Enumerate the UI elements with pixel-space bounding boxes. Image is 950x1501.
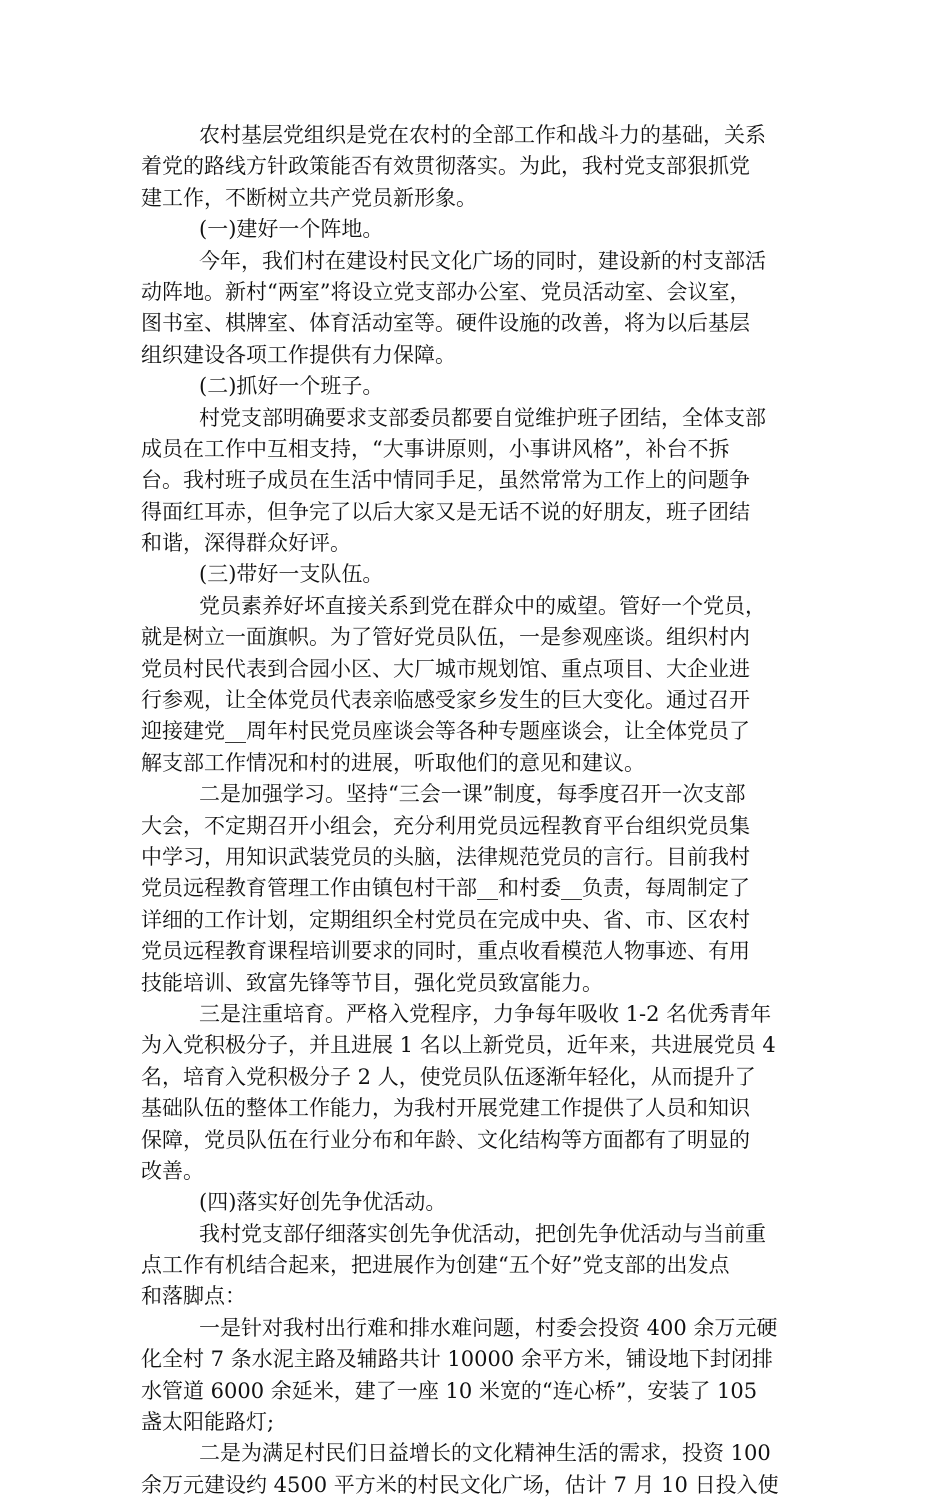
- text-line: 大会，不定期召开小组会，充分利用党员远程教育平台组织党员集: [141, 813, 750, 838]
- text-line: 农村基层党组织是党在农村的全部工作和战斗力的基础，关系: [199, 123, 766, 147]
- text-line: 行参观，让全体党员代表亲临感受家乡发生的巨大变化。通过召开: [141, 688, 750, 713]
- text-line: 和谐，深得群众好评。: [141, 531, 351, 556]
- text-line: (一)建好一个阵地。: [199, 217, 384, 242]
- text-line: 和落脚点：: [141, 1284, 246, 1309]
- text-line: 组织建设各项工作提供有力保障。: [141, 342, 456, 367]
- text-line: 二是为满足村民们日益增长的文化精神生活的需求，投资 100: [199, 1441, 771, 1466]
- text-line: 改善。: [141, 1158, 204, 1183]
- text-line: 党员远程教育课程培训要求的同时，重点收看模范人物事迹、有用: [141, 939, 750, 964]
- text-line: 着党的路线方针政策能否有效贯彻落实。为此，我村党支部狠抓党: [141, 154, 750, 179]
- text-line: 村党支部明确要求支部委员都要自觉维护班子团结，全体支部: [199, 405, 766, 430]
- text-line: 就是树立一面旗帜。为了管好党员队伍，一是参观座谈。组织村内: [141, 625, 750, 650]
- text-line: 基础队伍的整体工作能力，为我村开展党建工作提供了人员和知识: [141, 1096, 750, 1121]
- text-line: 图书室、棋牌室、体育活动室等。硬件设施的改善，将为以后基层: [141, 311, 750, 336]
- text-line: (二)抓好一个班子。: [199, 374, 384, 399]
- text-line: 成员在工作中互相支持，“大事讲原则，小事讲风格”，补台不拆: [141, 436, 730, 461]
- text-line: 今年，我们村在建设村民文化广场的同时，建设新的村支部活: [199, 248, 766, 273]
- text-line: 详细的工作计划，定期组织全村党员在完成中央、省、市、区农村: [141, 907, 750, 932]
- text-line: 盏太阳能路灯;: [141, 1410, 275, 1435]
- text-line: 迎接建党__周年村民党员座谈会等各种专题座谈会，让全体党员了: [141, 719, 750, 744]
- text-line: 台。我村班子成员在生活中情同手足，虽然常常为工作上的问题争: [141, 468, 750, 493]
- text-line: 保障，党员队伍在行业分布和年龄、文化结构等方面都有了明显的: [141, 1127, 750, 1152]
- text-line: 建工作，不断树立共产党员新形象。: [141, 185, 477, 210]
- text-line: 一是针对我村出行难和排水难问题，村委会投资 400 余万元硬: [199, 1315, 778, 1340]
- text-line: 化全村 7 条水泥主路及辅路共计 10000 余平方米，铺设地下封闭排: [141, 1347, 773, 1372]
- text-line: 党员远程教育管理工作由镇包村干部__和村委__负责，每周制定了: [141, 876, 750, 901]
- text-line: 党员素养好坏直接关系到党在群众中的威望。管好一个党员，: [199, 593, 766, 618]
- text-line: 动阵地。新村“两室”将设立党支部办公室、党员活动室、会议室，: [141, 279, 751, 304]
- text-line: 解支部工作情况和村的进展，听取他们的意见和建议。: [141, 750, 645, 775]
- text-line: 余万元建设约 4500 平方米的村民文化广场，估计 7 月 10 日投入使: [141, 1472, 779, 1497]
- text-line: 我村党支部仔细落实创先争优活动，把创先争优活动与当前重: [199, 1221, 766, 1246]
- text-line: (三)带好一支队伍。: [199, 562, 384, 587]
- text-line: (四)落实好创先争优活动。: [199, 1190, 447, 1215]
- text-line: 名，培育入党积极分子 2 人，使党员队伍逐渐年轻化，从而提升了: [141, 1064, 756, 1089]
- text-line: 二是加强学习。坚持“三会一课”制度，每季度召开一次支部: [199, 782, 746, 807]
- text-line: 点工作有机结合起来，把进展作为创建“五个好”党支部的出发点: [141, 1253, 730, 1278]
- document-body: [141, 120, 809, 1501]
- text-line: 中学习，用知识武装党员的头脑，法律规范党员的言行。目前我村: [141, 844, 750, 869]
- text-line: 技能培训、致富先锋等节目，强化党员致富能力。: [141, 970, 603, 995]
- text-line: 三是注重培育。严格入党程序，力争每年吸收 1-2 名优秀青年: [199, 1001, 772, 1026]
- text-line: 得面红耳赤，但争完了以后大家又是无话不说的好朋友，班子团结: [141, 499, 750, 524]
- text-line: 水管道 6000 余延米，建了一座 10 米宽的“连心桥”，安装了 105: [141, 1378, 758, 1403]
- text-line: 为入党积极分子，并且进展 1 名以上新党员，近年来，共进展党员 4: [141, 1033, 776, 1058]
- text-line: 党员村民代表到合园小区、大厂城市规划馆、重点项目、大企业进: [141, 656, 750, 681]
